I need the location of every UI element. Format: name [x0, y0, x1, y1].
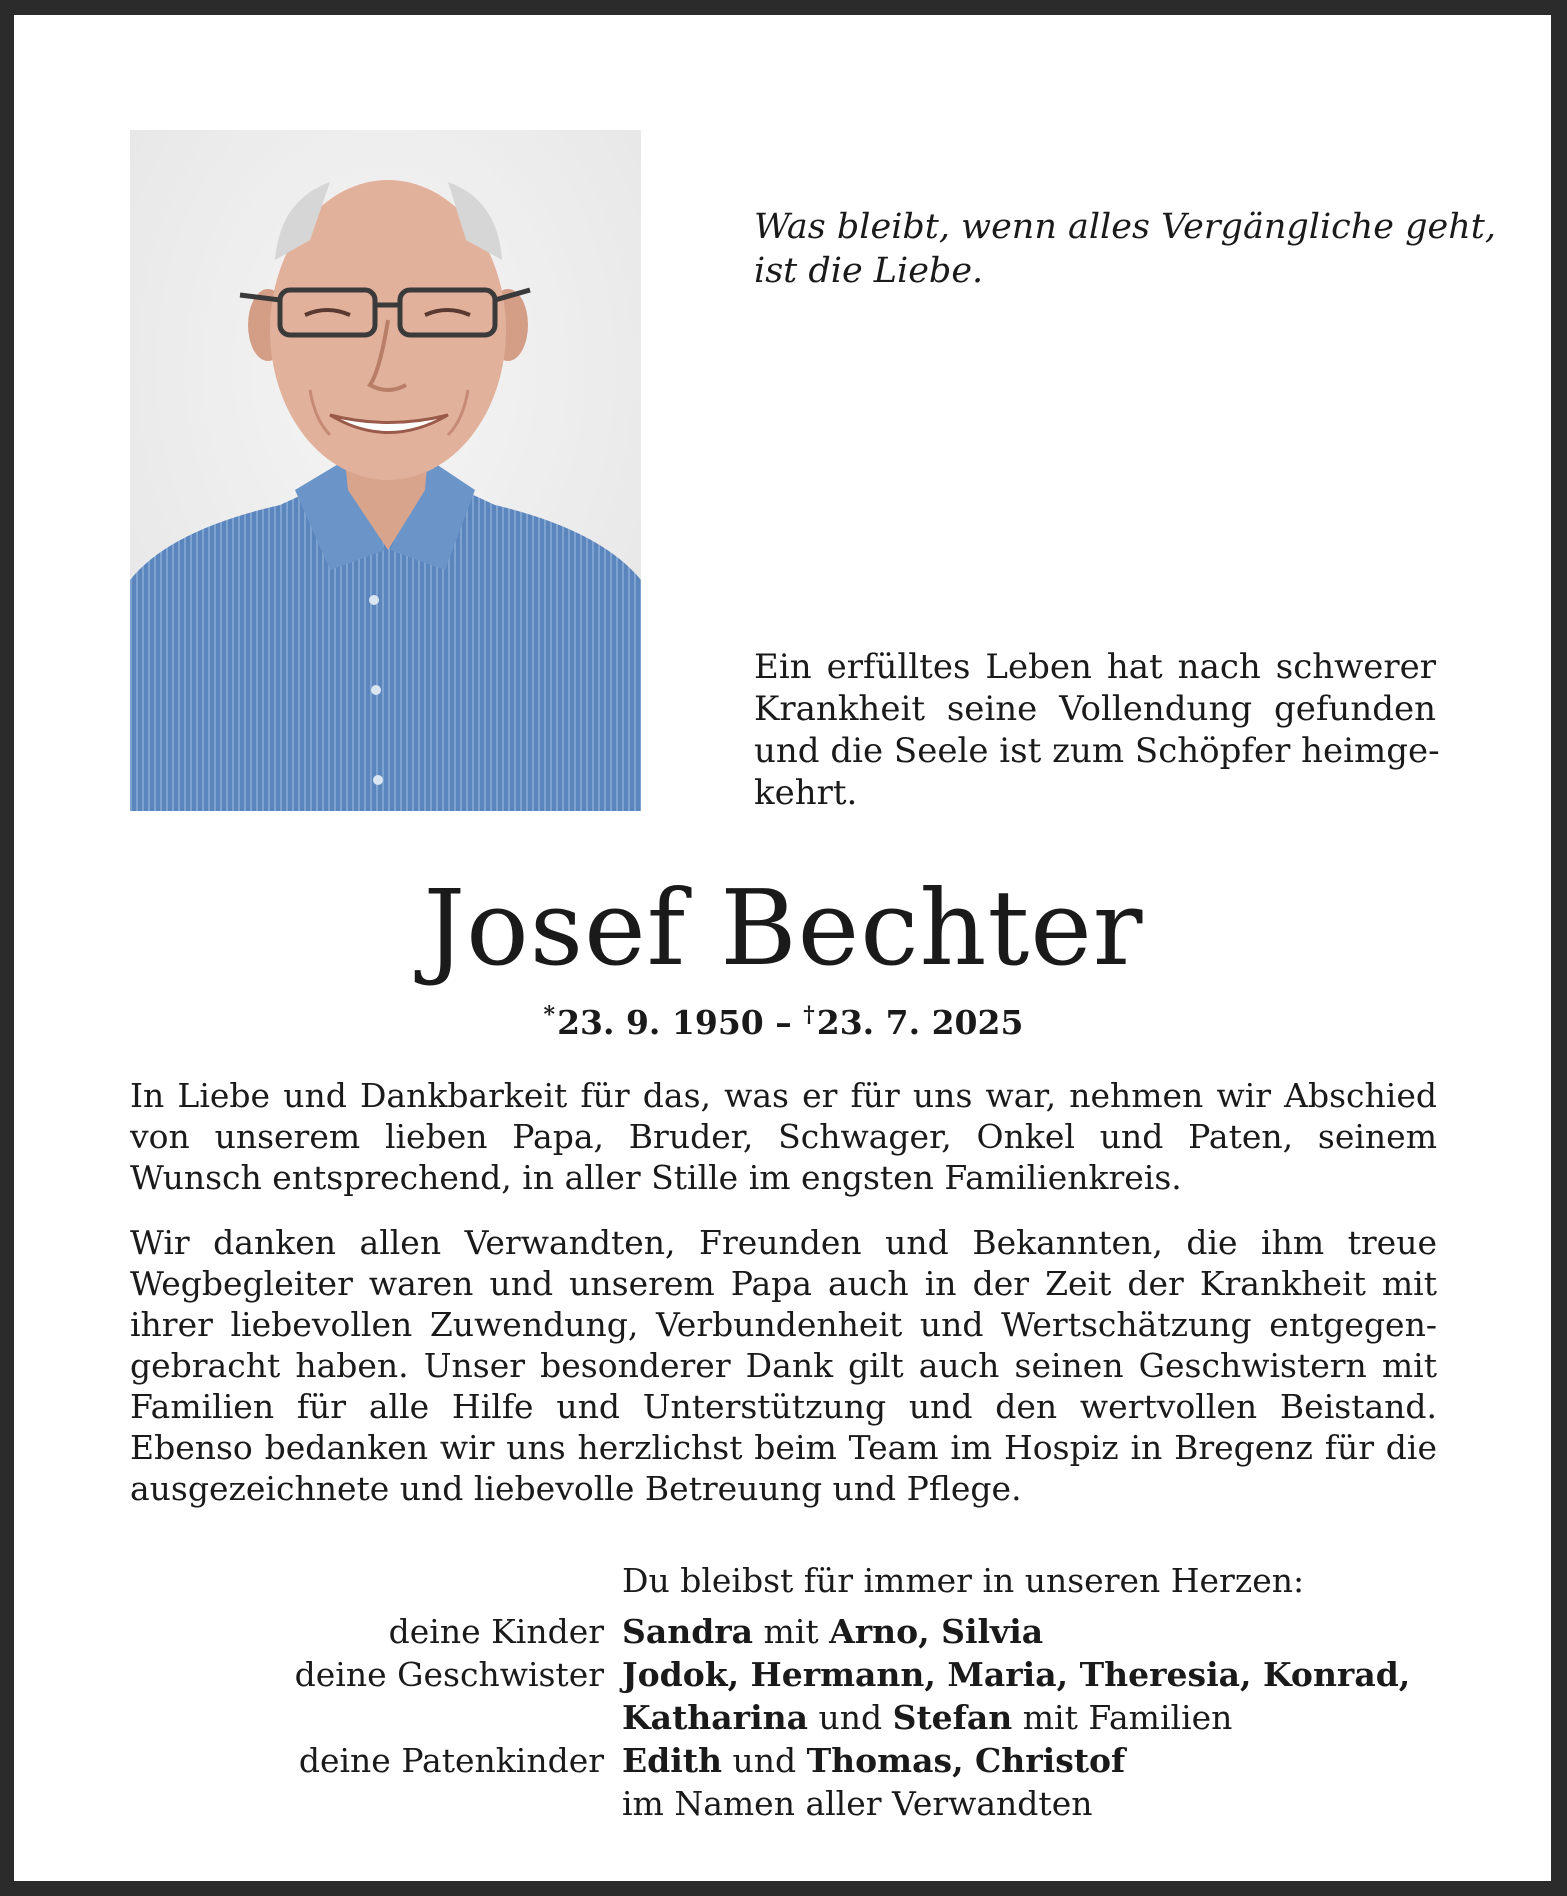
- siblings-names-continued: [622, 1696, 1232, 1739]
- quote-line: Was bleibt, wenn alles Vergängliche geht,: [754, 207, 1496, 247]
- connector: mit: [753, 1612, 830, 1651]
- paragraph-farewell: [130, 1075, 1437, 1198]
- deceased-name: Josef Bechter: [423, 867, 1144, 989]
- closing-line: Du bleibst für immer in unseren Herzen:: [622, 1561, 1305, 1600]
- paragraph-line: Wegbegleiter waren und unserem Papa auch in der Zeit der Krankheit mit: [130, 1264, 1437, 1303]
- birth-date: 23. 9. 1950: [557, 1003, 764, 1042]
- intro-line: Ein erfülltes Leben hat nach schwerer: [754, 647, 1436, 687]
- quote-line: ist die Liebe.: [754, 251, 984, 291]
- intro-line: und die Seele ist zum Schöpfer heimge-: [754, 731, 1440, 771]
- sibling-name: Stefan: [892, 1698, 1013, 1737]
- sibling-names: Jodok, Hermann, Maria, Theresia, Konrad,: [622, 1655, 1411, 1694]
- memorial-quote: [754, 205, 1496, 293]
- death-symbol: †: [803, 1002, 815, 1028]
- paragraph-line: Familien für alle Hilfe und Unterstützung und den wertvollen Beistand.: [130, 1387, 1437, 1426]
- relation-label-godchildren: deine Patenkinder: [298, 1741, 604, 1780]
- date-separator: –: [763, 1003, 804, 1042]
- paragraph-line: Wir danken allen Verwandten, Freunden und Bekannten, die ihm treue: [130, 1223, 1437, 1262]
- child-name: Sandra: [622, 1612, 754, 1651]
- death-date: 23. 7. 2025: [816, 1003, 1024, 1042]
- paragraph-line: von unserem lieben Papa, Bruder, Schwager, Onkel und Paten, seinem: [130, 1117, 1437, 1156]
- portrait-photo: [130, 130, 641, 811]
- paragraph-line: ausgezeichnete und liebevolle Betreuung und Pflege.: [130, 1469, 1022, 1508]
- paragraph-line: gebracht haben. Unser besonderer Dank gilt auch seinen Geschwistern mit: [130, 1346, 1437, 1385]
- paragraph-line: Wunsch entsprechend, in aller Stille im engsten Familienkreis.: [130, 1158, 1182, 1197]
- relation-label-children: deine Kinder: [388, 1612, 604, 1651]
- children-names: [622, 1610, 1043, 1653]
- intro-text: [754, 646, 1440, 814]
- paragraph-line: In Liebe und Dankbarkeit für das, was er für uns war, nehmen wir Abschied: [130, 1076, 1437, 1115]
- relatives-line: im Namen aller Verwandten: [622, 1784, 1093, 1823]
- birth-symbol: *: [543, 1002, 556, 1028]
- intro-line: Krankheit seine Vollendung gefunden: [754, 689, 1436, 729]
- child-name: Arno, Silvia: [829, 1612, 1044, 1651]
- life-dates: [0, 995, 1567, 1043]
- paragraph-line: Ebenso bedanken wir uns herzlichst beim Team im Hospiz in Bregenz für die: [130, 1428, 1437, 1467]
- paragraph-line: ihrer liebevollen Zuwendung, Verbundenheit und Wertschätzung entgegen-: [130, 1305, 1437, 1344]
- families-suffix: mit Familien: [1012, 1698, 1233, 1737]
- relation-label-siblings: deine Geschwister: [294, 1655, 604, 1694]
- siblings-names: [622, 1653, 1410, 1696]
- godchildren-names: [622, 1739, 1125, 1782]
- connector: und: [722, 1741, 807, 1780]
- intro-line: kehrt.: [754, 773, 858, 813]
- portrait-illustration: [130, 130, 641, 811]
- connector: und: [807, 1698, 893, 1737]
- sibling-name: Katharina: [622, 1698, 808, 1737]
- paragraph-thanks: [130, 1222, 1437, 1509]
- godchild-name: Edith: [622, 1741, 722, 1780]
- godchild-name: Thomas, Christof: [806, 1741, 1126, 1780]
